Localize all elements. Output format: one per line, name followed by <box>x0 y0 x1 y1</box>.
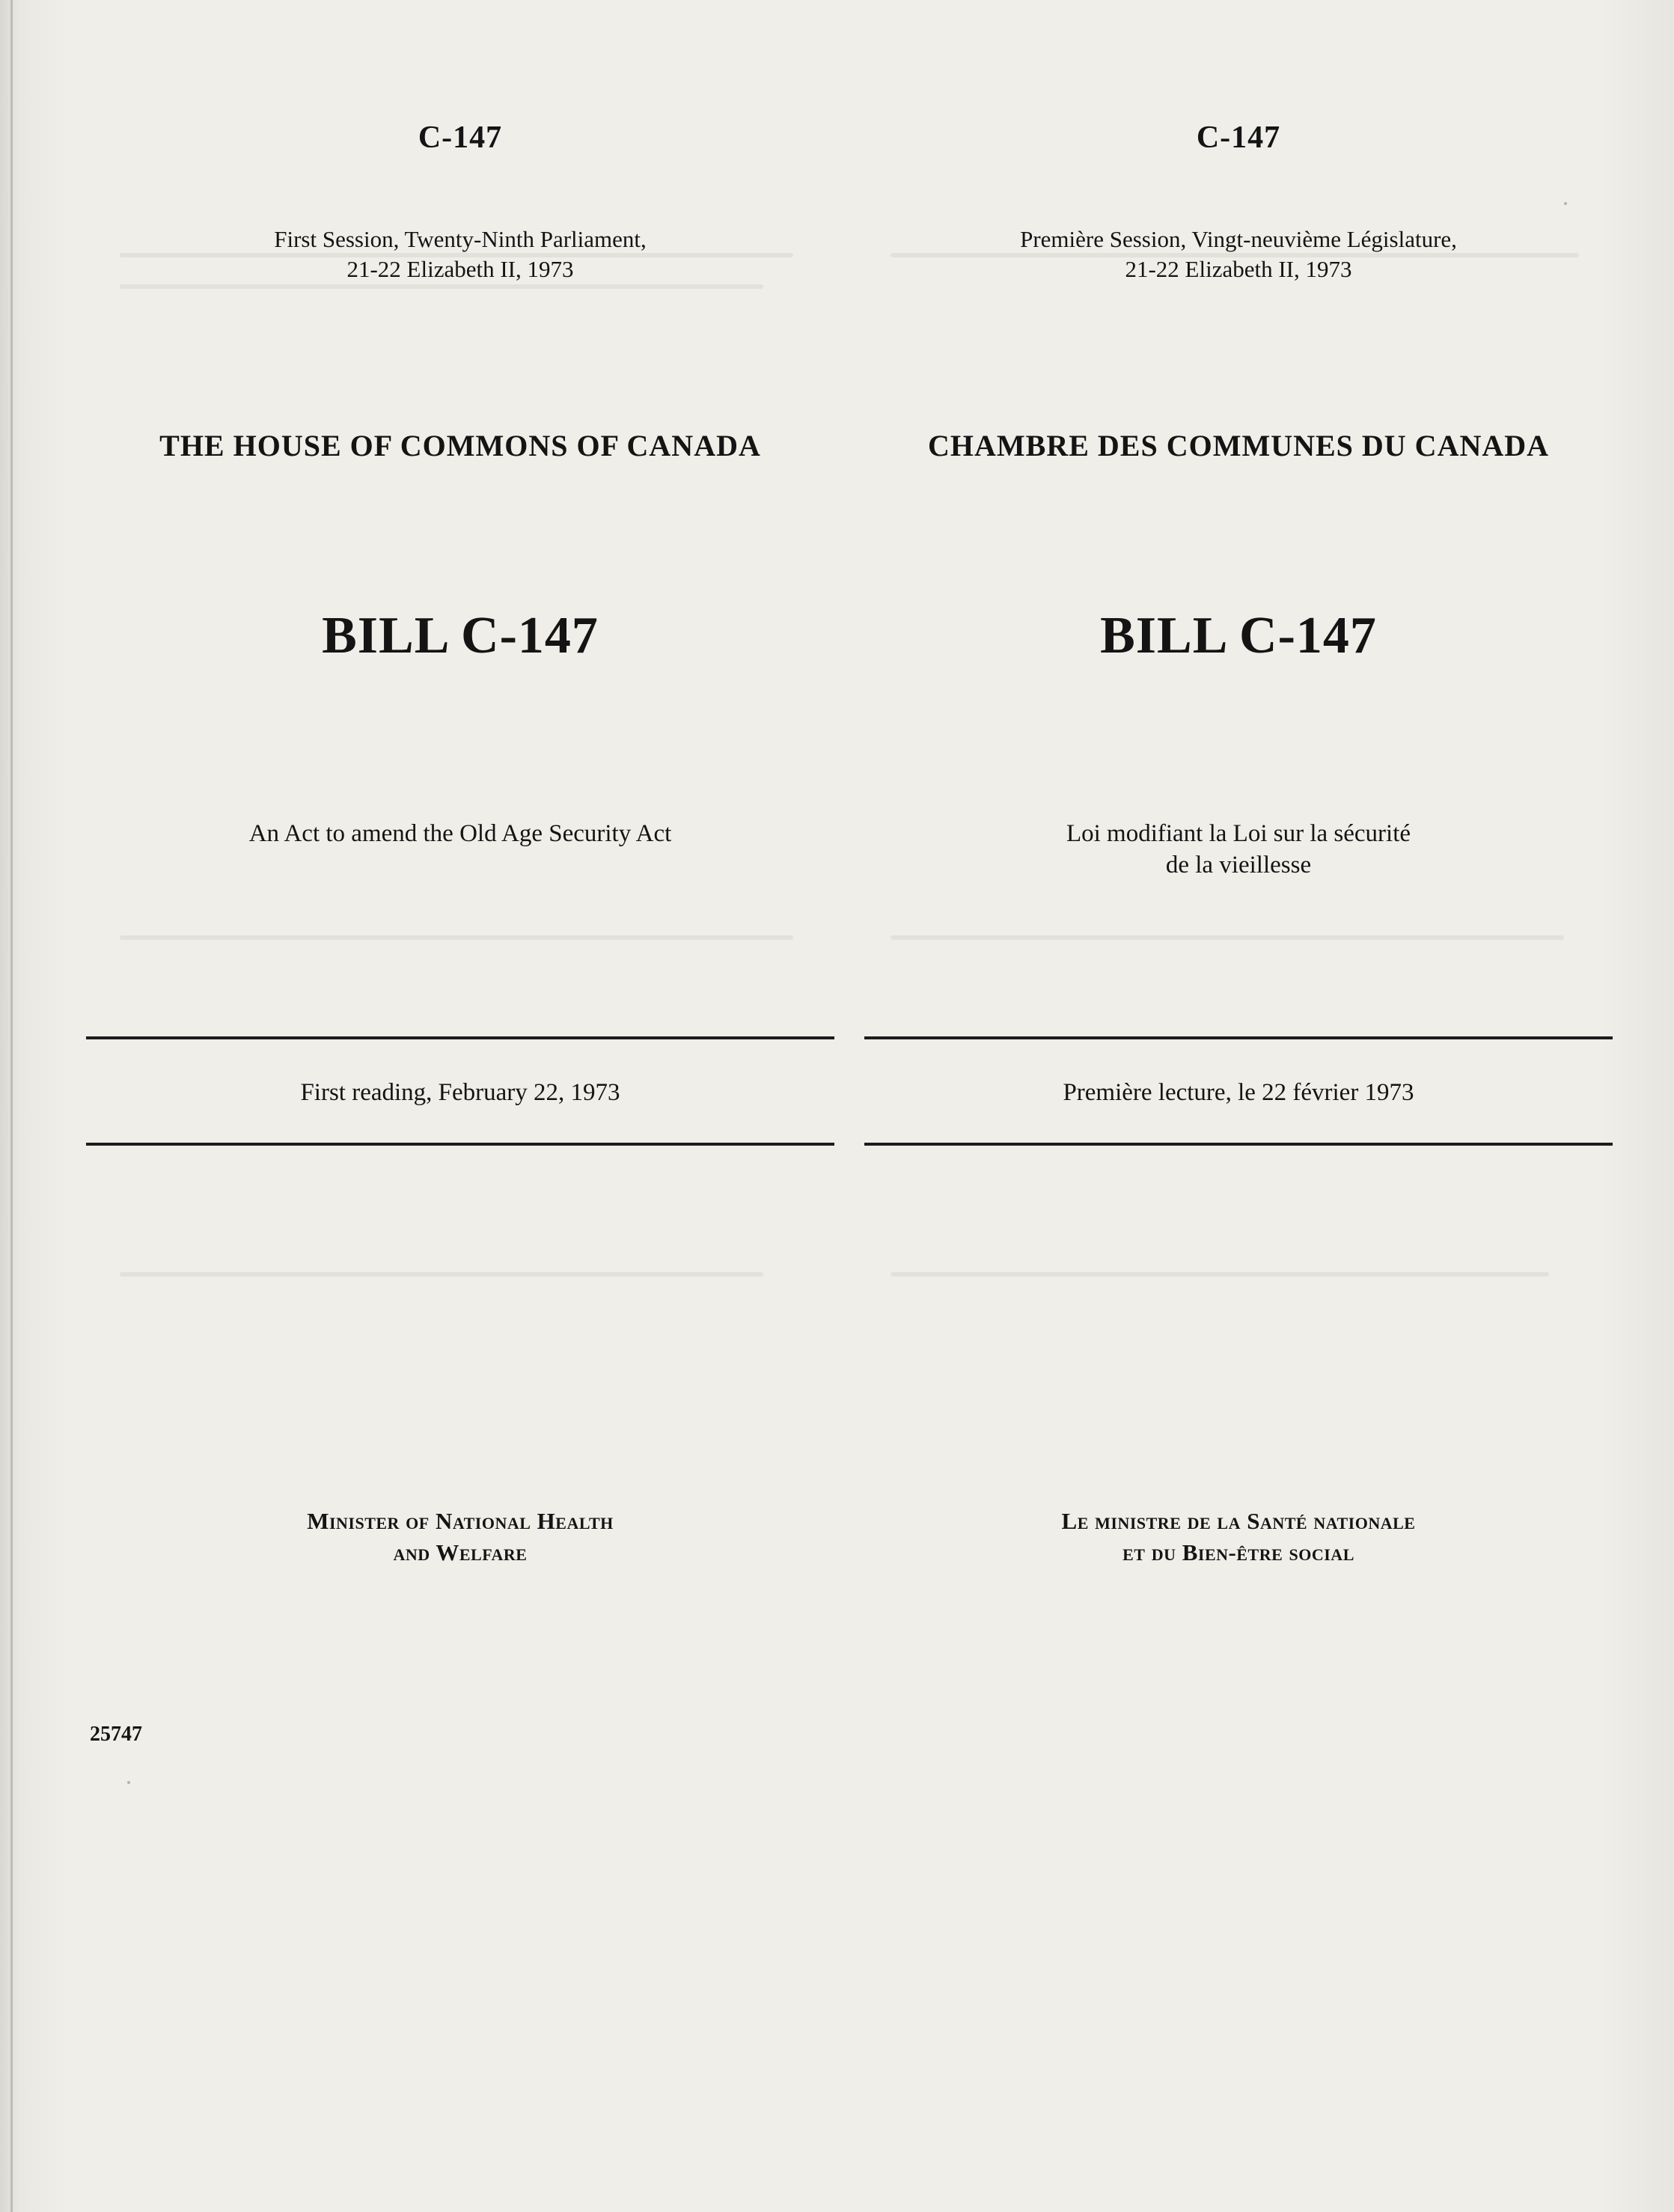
horizontal-rule <box>86 1143 834 1146</box>
minister-line: Minister of National Health <box>307 1508 614 1534</box>
regnal-year-line: 21-22 Elizabeth II, 1973 <box>1125 256 1352 282</box>
act-title <box>864 818 1613 881</box>
act-title <box>86 818 834 849</box>
first-reading-date: First reading, February 22, 1973 <box>300 1079 620 1106</box>
minister-signature-block <box>864 1506 1613 1568</box>
act-title-line: An Act to amend the Old Age Security Act <box>248 820 672 847</box>
english-column <box>86 0 834 2212</box>
session-line: First Session, Twenty-Ninth Parliament, <box>274 226 647 252</box>
session-info <box>864 224 1613 284</box>
bill-title: BILL C-147 <box>1100 607 1377 664</box>
house-heading: THE HOUSE OF COMMONS OF CANADA <box>159 429 761 462</box>
minister-line: Le ministre de la Santé nationale <box>1061 1508 1416 1534</box>
minister-line: et du Bien-être social <box>1122 1539 1354 1565</box>
print-number: 25747 <box>90 1723 142 1746</box>
bill-title: BILL C-147 <box>322 607 599 664</box>
regnal-year-line: 21-22 Elizabeth II, 1973 <box>346 256 574 282</box>
french-column <box>864 0 1613 2212</box>
bill-number-heading: C-147 <box>1196 120 1281 155</box>
horizontal-rule <box>864 1036 1613 1039</box>
minister-line: and Welfare <box>393 1539 528 1565</box>
house-heading: CHAMBRE DES COMMUNES DU CANADA <box>928 429 1549 462</box>
binding-edge <box>10 0 13 2212</box>
minister-signature-block <box>86 1506 834 1568</box>
session-info <box>86 224 834 284</box>
horizontal-rule <box>864 1143 1613 1146</box>
first-reading-date: Première lecture, le 22 février 1973 <box>1063 1079 1414 1106</box>
act-title-line: de la vieillesse <box>1165 852 1312 879</box>
bill-number-heading: C-147 <box>418 120 503 155</box>
act-title-line: Loi modifiant la Loi sur la sécurité <box>1066 820 1411 847</box>
horizontal-rule <box>86 1036 834 1039</box>
session-line: Première Session, Vingt-neuvième Législature, <box>1020 226 1457 252</box>
